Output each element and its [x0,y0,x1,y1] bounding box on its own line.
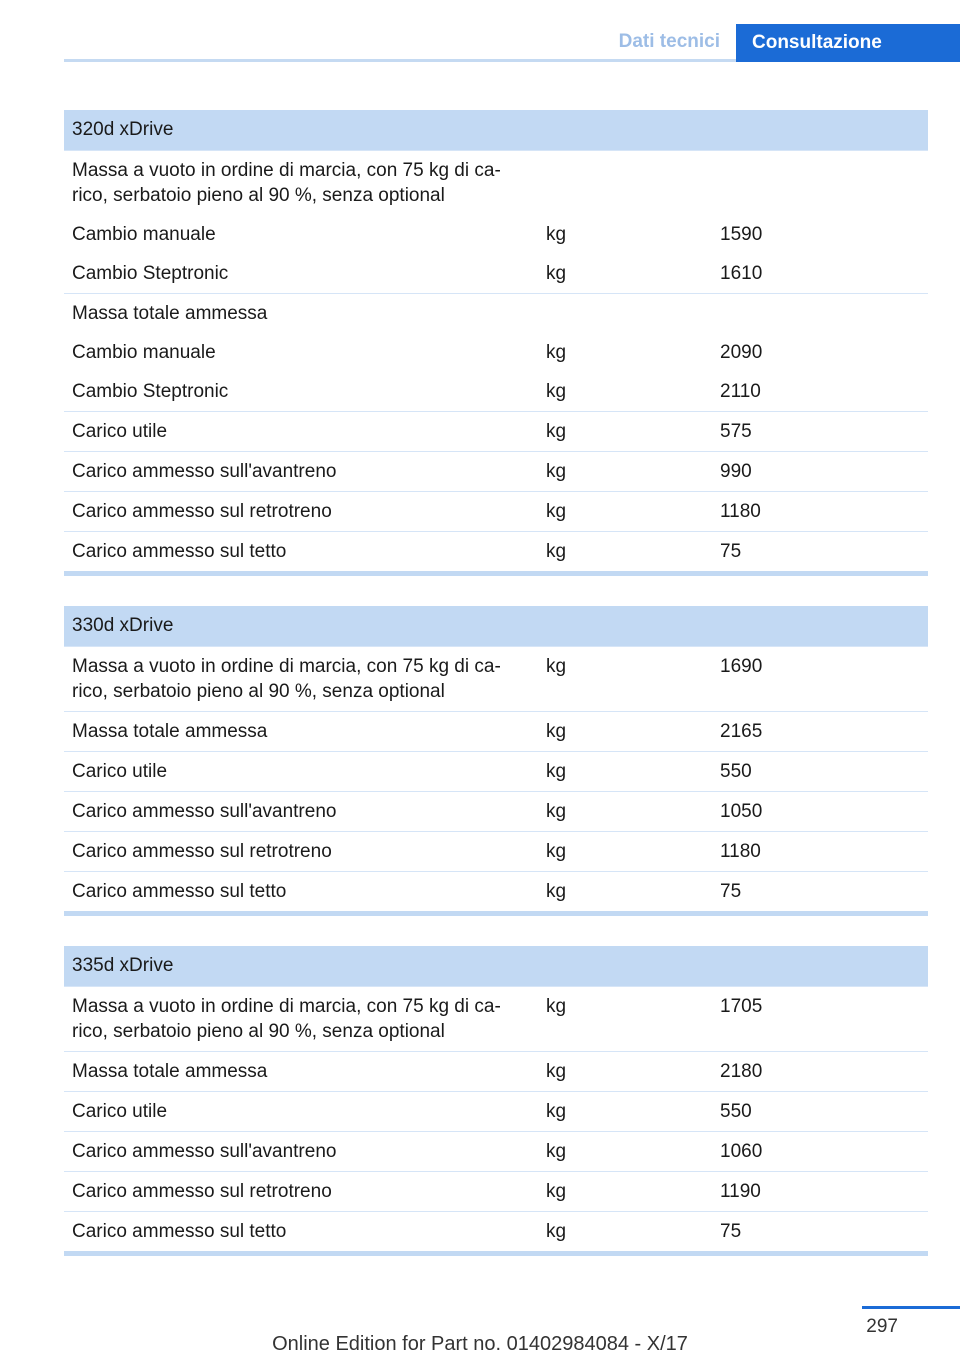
row-value: 75 [720,541,742,562]
row-value: 1050 [720,801,763,822]
row-label: Carico ammesso sull'avantreno [72,801,337,822]
table-row [64,531,928,571]
footer-divider [862,1306,960,1309]
table-row [64,791,928,831]
row-value: 550 [720,761,752,782]
row-value: 2110 [720,381,761,402]
table-row [64,372,928,411]
row-label: Carico ammesso sul tetto [72,881,287,902]
spec-tables [64,110,928,1286]
row-value: 2165 [720,721,763,742]
row-unit: kg [546,656,567,677]
row-value [712,294,928,333]
table-row [64,831,928,871]
row-value: 2180 [720,1061,763,1082]
row-label: Carico ammesso sul retrotreno [72,1181,332,1202]
table-row [64,215,928,254]
table-row [64,751,928,791]
table-row [64,333,928,372]
row-unit: kg [546,841,567,862]
row-unit: kg [546,421,567,442]
row-unit: kg [546,721,567,742]
row-label: Carico ammesso sul tetto [72,541,287,562]
row-label: Carico ammesso sul retrotreno [72,501,332,522]
row-value: 75 [720,881,742,902]
table-row [64,293,928,333]
page-number: 297 [866,1316,898,1337]
row-unit: kg [546,1221,567,1242]
row-label: Massa totale ammessa [72,721,268,742]
row-unit: kg [546,761,567,782]
row-value: 1180 [720,501,761,522]
row-value: 575 [720,421,752,442]
table-row [64,150,928,215]
table-title: 320d xDrive [64,110,928,150]
row-label: Cambio Steptronic [72,381,229,402]
row-value: 2090 [720,342,763,363]
row-value: 550 [720,1101,752,1122]
row-label: Carico ammesso sul retrotreno [72,841,332,862]
row-unit: kg [546,381,567,402]
section-tab-dati-tecnici: Dati tecnici [618,31,720,52]
table-row [64,871,928,911]
row-label: Massa totale ammessa [72,1061,268,1082]
row-unit: kg [546,1061,567,1082]
edition-footer: Online Edition for Part no. 01402984084 - X/17 [272,1333,688,1355]
page-header [0,0,960,62]
table-title: 330d xDrive [64,606,928,646]
row-label: Carico ammesso sull'avantreno [72,1141,337,1162]
row-value: 1610 [720,263,763,284]
table-row [64,254,928,293]
row-unit: kg [546,881,567,902]
row-label: Carico utile [72,421,168,442]
row-value: 1590 [720,224,763,245]
section-tab-consultazione: Consultazione [736,24,960,62]
row-label: Carico utile [72,761,168,782]
row-value: 1180 [720,841,761,862]
row-label: Massa a vuoto in ordine di marcia, con 75 kg di ca- rico, serbatoio pieno al 90 %, senza optional [72,656,501,702]
row-label: Massa totale ammessa [72,303,268,324]
table-row [64,451,928,491]
row-unit: kg [546,501,567,522]
table-row [64,491,928,531]
row-unit: kg [546,1141,567,1162]
row-unit: kg [546,541,567,562]
row-unit [538,294,712,333]
table-row [64,1051,928,1091]
spec-table [64,946,928,1256]
row-unit: kg [546,342,567,363]
spec-table [64,110,928,576]
table-row [64,711,928,751]
table-row [64,1131,928,1171]
row-value: 1190 [720,1181,761,1202]
spec-table [64,606,928,916]
table-title: 335d xDrive [64,946,928,986]
table-row [64,411,928,451]
table-row [64,986,928,1051]
row-unit: kg [546,996,567,1017]
row-label: Carico ammesso sul tetto [72,1221,287,1242]
row-value [712,151,928,215]
row-unit: kg [546,801,567,822]
row-unit: kg [546,263,567,284]
table-row [64,1211,928,1251]
row-value: 1060 [720,1141,763,1162]
row-label: Massa a vuoto in ordine di marcia, con 75 kg di ca- rico, serbatoio pieno al 90 %, senza optional [72,996,501,1042]
row-label: Cambio Steptronic [72,263,229,284]
row-unit [538,151,712,215]
table-row [64,1171,928,1211]
row-value: 75 [720,1221,742,1242]
row-label: Cambio manuale [72,224,216,245]
row-label: Carico utile [72,1101,168,1122]
table-row [64,646,928,711]
row-value: 990 [720,461,752,482]
row-value: 1705 [720,996,763,1017]
row-unit: kg [546,224,567,245]
row-unit: kg [546,1181,567,1202]
row-value: 1690 [720,656,763,677]
row-label: Carico ammesso sull'avantreno [72,461,337,482]
row-label: Cambio manuale [72,342,216,363]
row-unit: kg [546,461,567,482]
row-unit: kg [546,1101,567,1122]
row-label: Massa a vuoto in ordine di marcia, con 75 kg di ca- rico, serbatoio pieno al 90 %, senza optional [72,160,501,206]
table-row [64,1091,928,1131]
